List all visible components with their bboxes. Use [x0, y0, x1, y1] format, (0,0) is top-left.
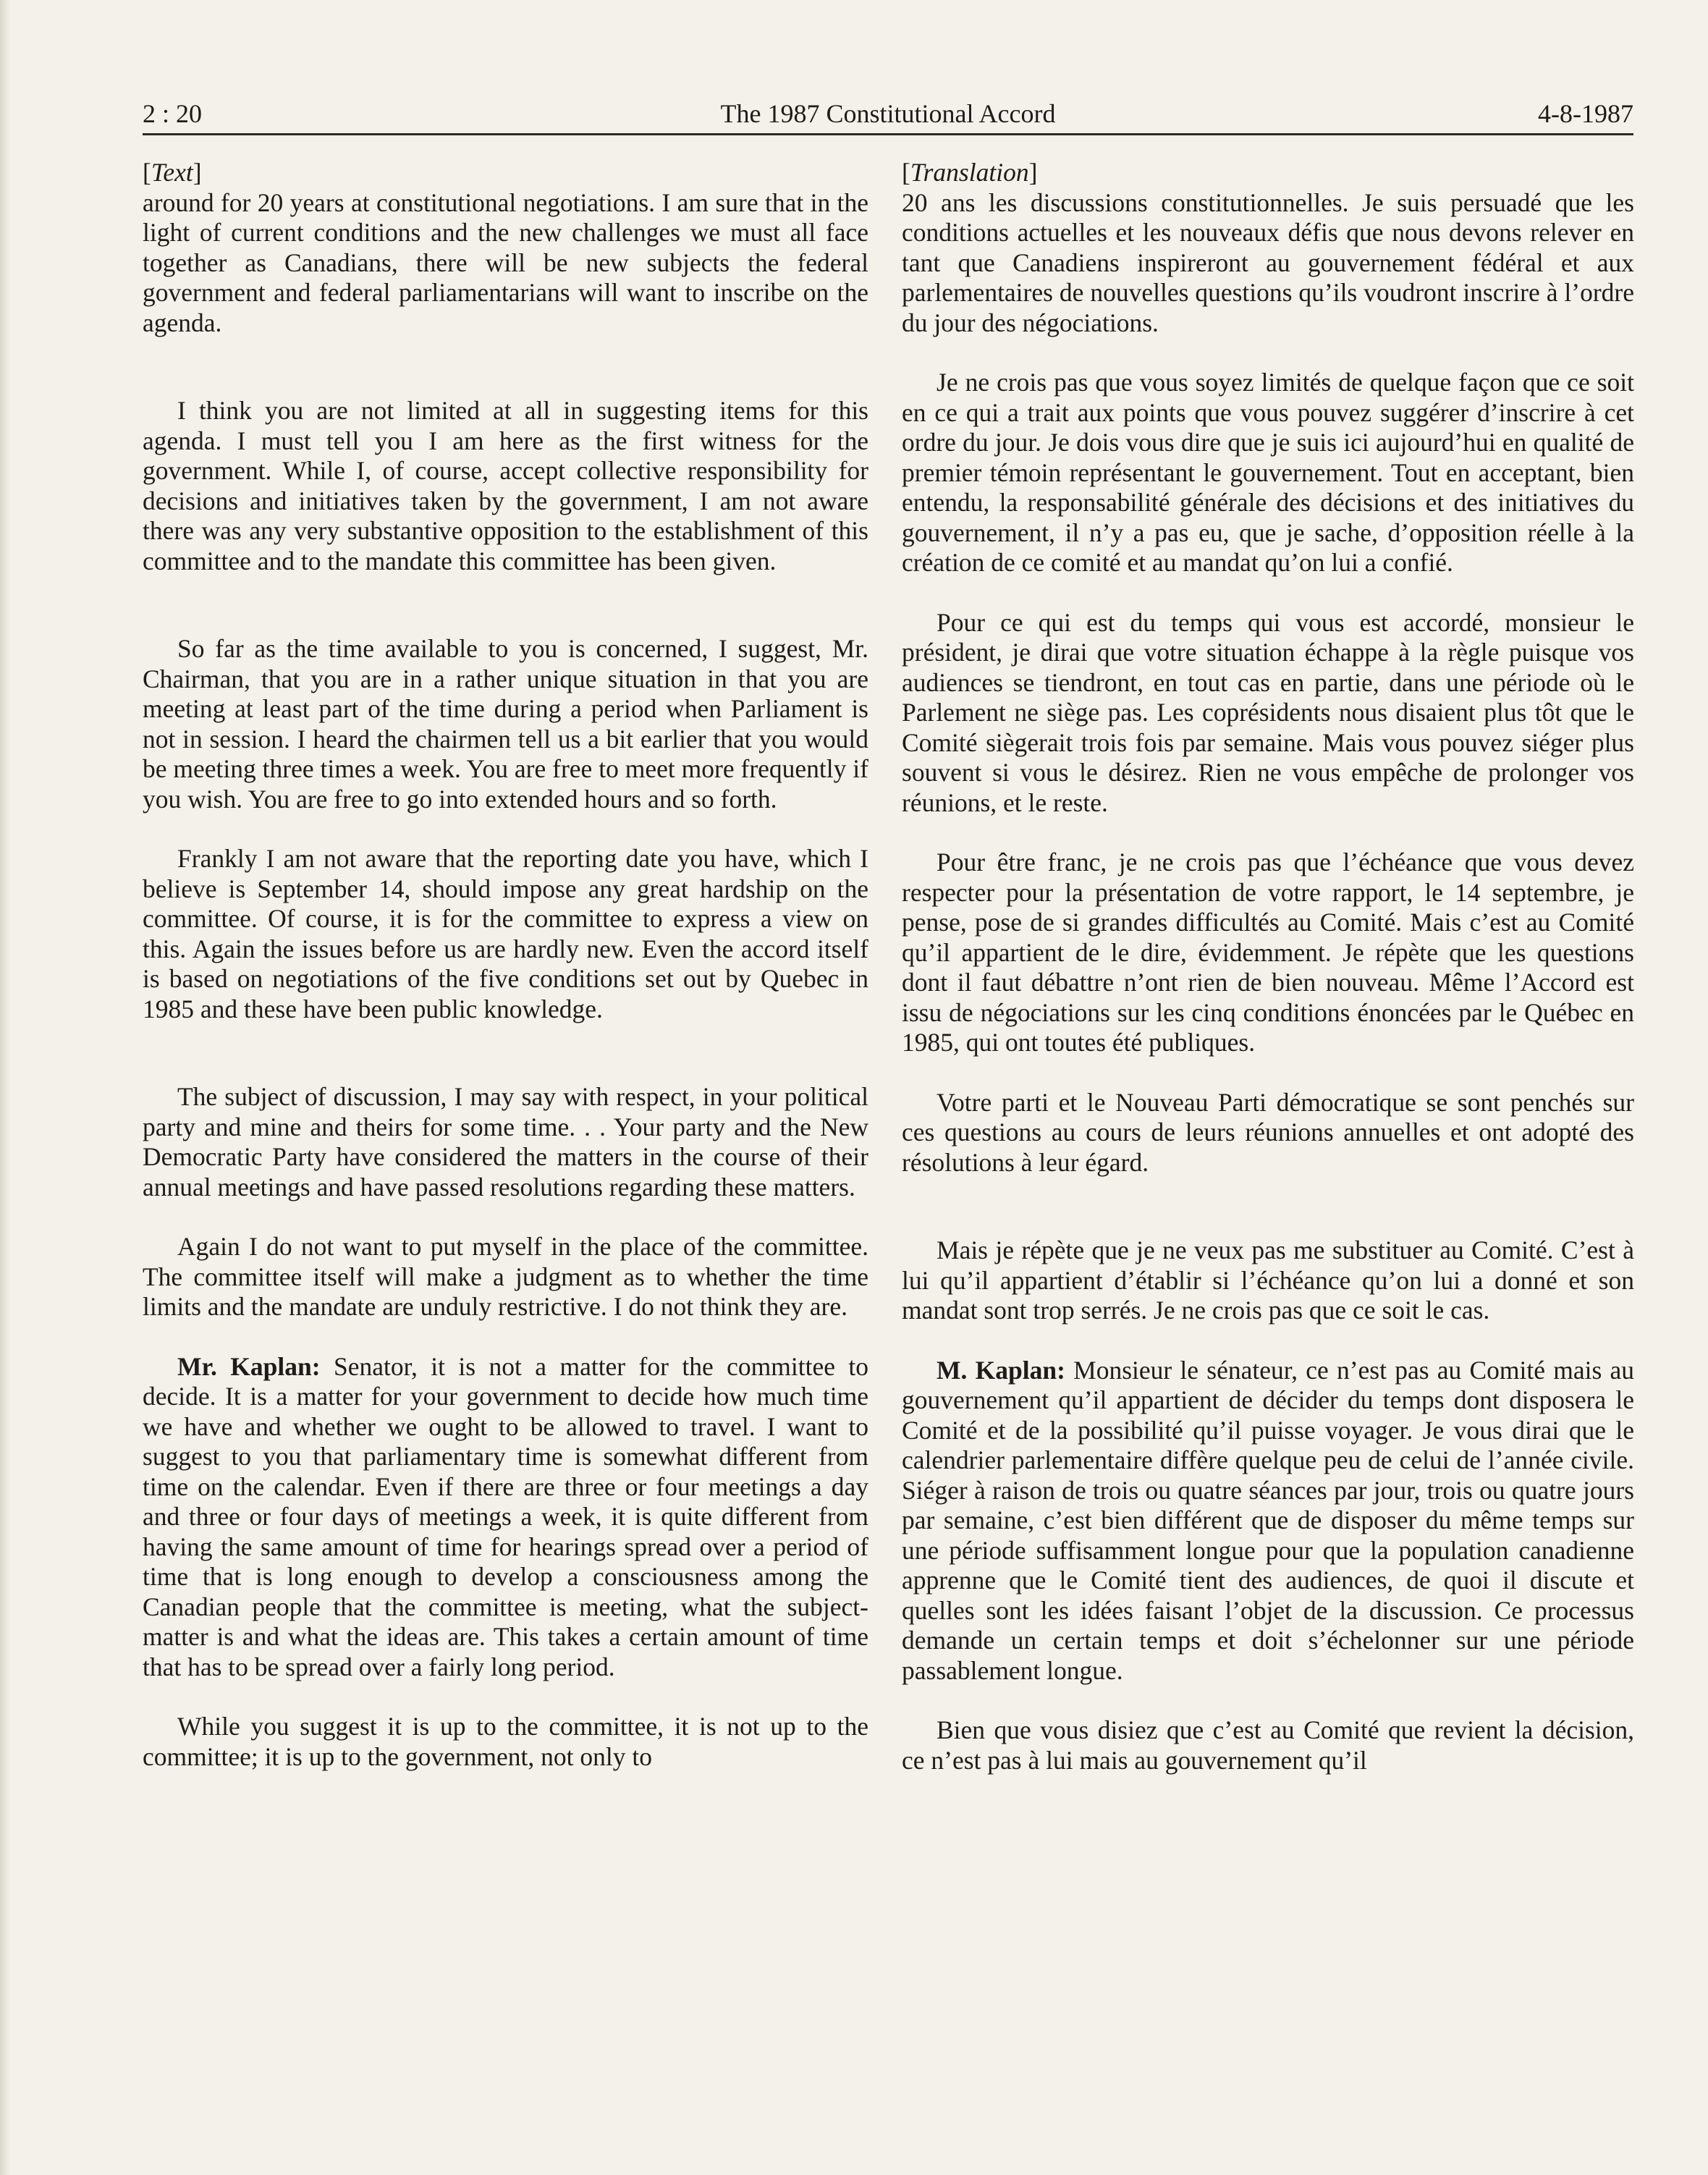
french-translation-column [902, 158, 1634, 1775]
speaker-name: M. Kaplan: [937, 1355, 1065, 1385]
paragraph: While you suggest it is up to the committee, it is not up to the committee; it is up to the government, not only to [143, 1712, 868, 1771]
page-header [143, 96, 1633, 135]
speaker-paragraph [143, 1352, 868, 1683]
document-title: The 1987 Constitutional Accord [720, 99, 1056, 128]
document-date: 4-8-1987 [1538, 99, 1633, 128]
column-label-text: [Text] [143, 158, 202, 187]
page-edge-shadow [0, 0, 10, 2175]
speaker-paragraph [902, 1356, 1634, 1686]
speaker-text: Senator, it is not a matter for the committee to decide. It is a matter for your government to decide how much time we have and whether we ought to be allowed to travel. I want to suggest to you that parliamentary time is somewhat different from time on the calendar. Even if there are three or four meetings a day and three or four days of meetings a week, it is quite different from having the same amount of time for hearings spread over a period of time that is long enough to develop a consciousness among the Canadian people that the committee is meeting, what the subject-matter is and what the ideas are. This takes a certain amount of time that has to be spread over a fairly long period. [143, 1351, 868, 1681]
paragraph: around for 20 years at constitutional negotiations. I am sure that in the light of current conditions and the new challenges we must all face together as Canadians, there will be new subjects the federal government and federal parliamentarians will want to inscribe on the agenda. [143, 187, 868, 337]
paragraph: Pour être franc, je ne crois pas que l’échéance que vous devez respecter pour la présentation de votre rapport, le 14 septembre, je pense, pose de si grandes difficultés au Comité. Mais c’est au Comité qu’il appartient de le dire, évidemment. Je répète que les questions dont il faut débattre n’ont rien de bien nouveau. Même l’Accord est issu de négociations sur les cinq conditions énoncées par le Québec en 1985, qui ont toutes été publiques. [902, 848, 1634, 1057]
paragraph: Frankly I am not aware that the reporting date you have, which I believe is September 14, should impose any great hardship on the committee. Of course, it is for the committee to express a view on this. Again the issues before us are hardly new. Even the accord itself is based on negotiations of the five conditions set out by Quebec in 1985 and these have been public knowledge. [143, 844, 868, 1023]
english-text-column [143, 158, 868, 1772]
paragraph: Again I do not want to put myself in the place of the committee. The committee itself will make a judgment as to whether the time limits and the mandate are unduly restrictive. I do not think they are. [143, 1232, 868, 1321]
paragraph: 20 ans les discussions constitutionnelles. Je suis persuadé que les conditions actuelles et les nouveaux défis que nous devons relever en tant que Canadiens inspireront au gouvernement fédéral et aux parlementaires de nouvelles questions qu’ils voudront inscrire à l’ordre du jour des négociations. [902, 187, 1634, 337]
paragraph: Pour ce qui est du temps qui vous est accordé, monsieur le président, je dirai que votre situation échappe à la règle puisque vos audiences se tiendront, en tout cas en partie, dans une période où le Parlement ne siège pas. Les coprésidents nous disaient plus tôt que le Comité siègerait trois fois par semaine. Mais vous pouvez siéger plus souvent si vous le désirez. Rien ne vous empêche de prolonger vos réunions, et le reste. [902, 607, 1634, 817]
speaker-text: Monsieur le sénateur, ce n’est pas au Comité mais au gouvernement qu’il appartient de décider du temps dont disposera le Comité et de la possibilité qu’il puisse voyager. Je vous dirai que le calendrier parlementaire diffère quelque peu de celui de l’année civile. Siéger à raison de trois ou quatre séances par jour, trois ou quatre jours par semaine, c’est bien différent que de disposer du même temps sur une période suffisamment longue pour que la population canadienne apprenne que le Comité tient des audiences, de quoi il discute et quelles sont les idées faisant l’objet de la discussion. Ce processus demande un certain temps et doit s’échelonner sur une période passablement longue. [902, 1355, 1635, 1685]
column-label-translation-value: Translation [910, 158, 1029, 187]
paragraph: Bien que vous disiez que c’est au Comité que revient la décision, ce n’est pas à lui mais au gouvernement qu’il [902, 1715, 1634, 1775]
paragraph: The subject of discussion, I may say with respect, in your political party and mine and theirs for some time. . . Your party and the New Democratic Party have considered the matters in the course of their annual meetings and have passed resolutions regarding these matters. [143, 1082, 868, 1201]
column-label-text-value: Text [151, 158, 193, 187]
paragraph: So far as the time available to you is concerned, I suggest, Mr. Chairman, that you are in a rather unique situation in that you are meeting at least part of the time during a period when Parliament is not in session. I heard the chairmen tell us a bit earlier that you would be meeting three times a week. You are free to meet more frequently if you wish. You are free to go into extended hours and so forth. [143, 634, 868, 814]
paragraph: I think you are not limited at all in suggesting items for this agenda. I must tell you I am here as the first witness for the government. While I, of course, accept collective responsibility for decisions and initiatives taken by the government, I am not aware there was any very substantive opposition to the establishment of this committee and to the mandate this committee has been given. [143, 396, 868, 575]
column-label-translation: [Translation] [902, 158, 1038, 187]
speaker-name: Mr. Kaplan: [177, 1351, 321, 1381]
paragraph: Mais je répète que je ne veux pas me substituer au Comité. C’est à lui qu’il appartient d’établir si l’échéance qu’on lui a donné et son mandat sont trop serrés. Je ne crois pas que ce soit le cas. [902, 1236, 1634, 1325]
paragraph: Je ne crois pas que vous soyez limités de quelque façon que ce soit en ce qui a trait aux points que vous pouvez suggérer d’inscrire à cet ordre du jour. Je dois vous dire que je suis ici aujourd’hui en qualité de premier témoin représentant le gouvernement. Tout en acceptant, bien entendu, la responsabilité générale des décisions et des initiatives du gouvernement, il n’y a pas eu, que je sache, d’opposition réelle à la création de ce comité et au mandat qu’on lui a confié. [902, 368, 1634, 577]
paragraph: Votre parti et le Nouveau Parti démocratique se sont penchés sur ces questions au cours de leurs réunions annuelles et ont adopté des résolutions à leur égard. [902, 1087, 1634, 1177]
page-number: 2 : 20 [143, 99, 203, 128]
